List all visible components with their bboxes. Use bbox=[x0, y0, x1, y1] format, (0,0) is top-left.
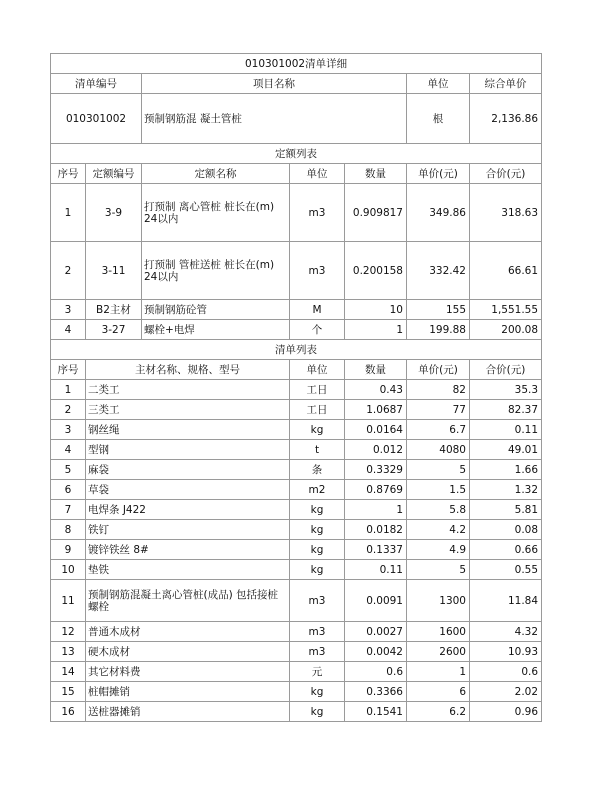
col-header-bill-code: 清单编号 bbox=[51, 74, 142, 94]
row-unit: kg bbox=[290, 540, 345, 560]
row-quantity: 1 bbox=[345, 500, 407, 520]
table-title: 010301002清单详细 bbox=[51, 54, 542, 74]
row-unit: 个 bbox=[290, 320, 345, 340]
row-unit: m3 bbox=[290, 642, 345, 662]
row-total: 1.66 bbox=[470, 460, 542, 480]
row-unit-price: 82 bbox=[407, 380, 470, 400]
row-quantity: 0.43 bbox=[345, 380, 407, 400]
table-row bbox=[51, 580, 542, 622]
row-unit-price: 5 bbox=[407, 460, 470, 480]
item-unit: 根 bbox=[407, 94, 470, 144]
row-total: 0.55 bbox=[470, 560, 542, 580]
row-quantity: 0.909817 bbox=[345, 184, 407, 242]
material-name: 垫铁 bbox=[86, 560, 290, 580]
row-unit-price: 2600 bbox=[407, 642, 470, 662]
row-quantity: 0.11 bbox=[345, 560, 407, 580]
material-name: 硬木成材 bbox=[86, 642, 290, 662]
table-row bbox=[51, 400, 542, 420]
row-quantity: 0.0027 bbox=[345, 622, 407, 642]
row-unit-price: 1.5 bbox=[407, 480, 470, 500]
row-total: 66.61 bbox=[470, 242, 542, 300]
material-name: 麻袋 bbox=[86, 460, 290, 480]
row-unit-price: 199.88 bbox=[407, 320, 470, 340]
row-unit-price: 1600 bbox=[407, 622, 470, 642]
material-name: 桩帽摊销 bbox=[86, 682, 290, 702]
row-unit-price: 6.7 bbox=[407, 420, 470, 440]
material-name: 镀锌铁丝 8# bbox=[86, 540, 290, 560]
material-name: 电焊条 J422 bbox=[86, 500, 290, 520]
table-row bbox=[51, 380, 542, 400]
row-unit: t bbox=[290, 440, 345, 460]
list-header-row bbox=[51, 360, 542, 380]
table-row bbox=[51, 540, 542, 560]
quota-code: B2主材 bbox=[86, 300, 142, 320]
row-unit-price: 1300 bbox=[407, 580, 470, 622]
material-name: 其它材料费 bbox=[86, 662, 290, 682]
quota-name: 打预制 管桩送桩 桩长在(m) 24以内 bbox=[142, 242, 290, 300]
quota-section-title: 定额列表 bbox=[51, 144, 542, 164]
list-col-header: 主材名称、规格、型号 bbox=[86, 360, 290, 380]
row-unit: kg bbox=[290, 520, 345, 540]
row-total: 82.37 bbox=[470, 400, 542, 420]
list-col-header: 数量 bbox=[345, 360, 407, 380]
row-unit: m3 bbox=[290, 622, 345, 642]
row-unit: kg bbox=[290, 560, 345, 580]
table-row bbox=[51, 520, 542, 540]
quota-code: 3-11 bbox=[86, 242, 142, 300]
quota-col-header: 定额名称 bbox=[142, 164, 290, 184]
row-quantity: 1 bbox=[345, 320, 407, 340]
row-quantity: 0.0164 bbox=[345, 420, 407, 440]
quota-name: 打预制 离心管桩 桩长在(m) 24以内 bbox=[142, 184, 290, 242]
row-quantity: 0.8769 bbox=[345, 480, 407, 500]
row-total: 0.6 bbox=[470, 662, 542, 682]
row-unit-price: 6 bbox=[407, 682, 470, 702]
row-total: 4.32 bbox=[470, 622, 542, 642]
row-index: 12 bbox=[51, 622, 86, 642]
row-unit: 条 bbox=[290, 460, 345, 480]
row-unit: m3 bbox=[290, 580, 345, 622]
table-row bbox=[51, 622, 542, 642]
quota-header-row bbox=[51, 164, 542, 184]
quota-col-header: 序号 bbox=[51, 164, 86, 184]
table-row bbox=[51, 662, 542, 682]
row-unit: kg bbox=[290, 420, 345, 440]
row-index: 4 bbox=[51, 440, 86, 460]
material-name: 预制钢筋混凝土离心管桩(成品) 包括接桩螺栓 bbox=[86, 580, 290, 622]
row-unit: M bbox=[290, 300, 345, 320]
row-total: 0.66 bbox=[470, 540, 542, 560]
quota-col-header: 定额编号 bbox=[86, 164, 142, 184]
list-col-header: 合价(元) bbox=[470, 360, 542, 380]
col-header-item-name: 项目名称 bbox=[142, 74, 407, 94]
table-row bbox=[51, 480, 542, 500]
row-unit-price: 155 bbox=[407, 300, 470, 320]
table-row bbox=[51, 300, 542, 320]
quota-code: 3-9 bbox=[86, 184, 142, 242]
quota-name: 预制钢筋砼管 bbox=[142, 300, 290, 320]
row-quantity: 0.3329 bbox=[345, 460, 407, 480]
col-header-unit: 单位 bbox=[407, 74, 470, 94]
row-total: 11.84 bbox=[470, 580, 542, 622]
row-unit: m2 bbox=[290, 480, 345, 500]
quota-name: 螺栓+电焊 bbox=[142, 320, 290, 340]
list-col-header: 序号 bbox=[51, 360, 86, 380]
material-name: 草袋 bbox=[86, 480, 290, 500]
material-name: 送桩器摊销 bbox=[86, 702, 290, 722]
row-unit: 元 bbox=[290, 662, 345, 682]
row-unit: kg bbox=[290, 682, 345, 702]
row-index: 14 bbox=[51, 662, 86, 682]
row-index: 3 bbox=[51, 300, 86, 320]
table-row bbox=[51, 420, 542, 440]
row-quantity: 0.3366 bbox=[345, 682, 407, 702]
material-name: 二类工 bbox=[86, 380, 290, 400]
table-row bbox=[51, 560, 542, 580]
row-index: 16 bbox=[51, 702, 86, 722]
row-unit-price: 332.42 bbox=[407, 242, 470, 300]
quota-col-header: 合价(元) bbox=[470, 164, 542, 184]
row-total: 0.08 bbox=[470, 520, 542, 540]
row-total: 1,551.55 bbox=[470, 300, 542, 320]
row-index: 7 bbox=[51, 500, 86, 520]
material-name: 普通木成材 bbox=[86, 622, 290, 642]
quota-body bbox=[51, 184, 542, 340]
table-row bbox=[51, 242, 542, 300]
list-section-title: 清单列表 bbox=[51, 340, 542, 360]
row-quantity: 0.0091 bbox=[345, 580, 407, 622]
row-index: 3 bbox=[51, 420, 86, 440]
row-total: 0.96 bbox=[470, 702, 542, 722]
row-unit-price: 6.2 bbox=[407, 702, 470, 722]
row-index: 2 bbox=[51, 242, 86, 300]
row-index: 5 bbox=[51, 460, 86, 480]
row-total: 200.08 bbox=[470, 320, 542, 340]
row-unit: 工日 bbox=[290, 380, 345, 400]
row-index: 13 bbox=[51, 642, 86, 662]
row-unit-price: 77 bbox=[407, 400, 470, 420]
row-index: 4 bbox=[51, 320, 86, 340]
list-col-header: 单价(元) bbox=[407, 360, 470, 380]
row-unit-price: 349.86 bbox=[407, 184, 470, 242]
row-unit: kg bbox=[290, 702, 345, 722]
quota-code: 3-27 bbox=[86, 320, 142, 340]
row-index: 9 bbox=[51, 540, 86, 560]
row-total: 1.32 bbox=[470, 480, 542, 500]
table-row bbox=[51, 440, 542, 460]
row-unit-price: 4.9 bbox=[407, 540, 470, 560]
table-row bbox=[51, 642, 542, 662]
row-quantity: 0.6 bbox=[345, 662, 407, 682]
item-name: 预制钢筋混 凝土管桩 bbox=[142, 94, 407, 144]
row-index: 10 bbox=[51, 560, 86, 580]
row-quantity: 0.1337 bbox=[345, 540, 407, 560]
row-index: 2 bbox=[51, 400, 86, 420]
quota-col-header: 单价(元) bbox=[407, 164, 470, 184]
material-name: 钢丝绳 bbox=[86, 420, 290, 440]
row-total: 0.11 bbox=[470, 420, 542, 440]
row-quantity: 0.0182 bbox=[345, 520, 407, 540]
row-unit-price: 4080 bbox=[407, 440, 470, 460]
row-index: 1 bbox=[51, 184, 86, 242]
table-row bbox=[51, 320, 542, 340]
table-row bbox=[51, 702, 542, 722]
material-name: 型钢 bbox=[86, 440, 290, 460]
row-unit: kg bbox=[290, 500, 345, 520]
row-unit: 工日 bbox=[290, 400, 345, 420]
row-quantity: 1.0687 bbox=[345, 400, 407, 420]
list-col-header: 单位 bbox=[290, 360, 345, 380]
material-name: 铁钉 bbox=[86, 520, 290, 540]
row-index: 1 bbox=[51, 380, 86, 400]
table-row bbox=[51, 500, 542, 520]
row-total: 35.3 bbox=[470, 380, 542, 400]
row-unit-price: 5 bbox=[407, 560, 470, 580]
material-name: 三类工 bbox=[86, 400, 290, 420]
list-body bbox=[51, 380, 542, 722]
row-index: 11 bbox=[51, 580, 86, 622]
table-row bbox=[51, 682, 542, 702]
row-quantity: 0.0042 bbox=[345, 642, 407, 662]
row-index: 8 bbox=[51, 520, 86, 540]
row-index: 6 bbox=[51, 480, 86, 500]
table-row bbox=[51, 460, 542, 480]
row-unit-price: 5.8 bbox=[407, 500, 470, 520]
row-index: 15 bbox=[51, 682, 86, 702]
item-price: 2,136.86 bbox=[470, 94, 542, 144]
row-total: 49.01 bbox=[470, 440, 542, 460]
row-unit-price: 1 bbox=[407, 662, 470, 682]
row-total: 318.63 bbox=[470, 184, 542, 242]
quota-col-header: 单位 bbox=[290, 164, 345, 184]
row-quantity: 10 bbox=[345, 300, 407, 320]
row-unit: m3 bbox=[290, 242, 345, 300]
row-total: 5.81 bbox=[470, 500, 542, 520]
row-unit-price: 4.2 bbox=[407, 520, 470, 540]
row-unit: m3 bbox=[290, 184, 345, 242]
item-code: 010301002 bbox=[51, 94, 142, 144]
row-quantity: 0.1541 bbox=[345, 702, 407, 722]
table-row bbox=[51, 184, 542, 242]
row-total: 10.93 bbox=[470, 642, 542, 662]
quota-col-header: 数量 bbox=[345, 164, 407, 184]
col-header-composite-price: 综合单价 bbox=[470, 74, 542, 94]
bill-detail-table bbox=[50, 53, 542, 722]
row-total: 2.02 bbox=[470, 682, 542, 702]
row-quantity: 0.200158 bbox=[345, 242, 407, 300]
row-quantity: 0.012 bbox=[345, 440, 407, 460]
